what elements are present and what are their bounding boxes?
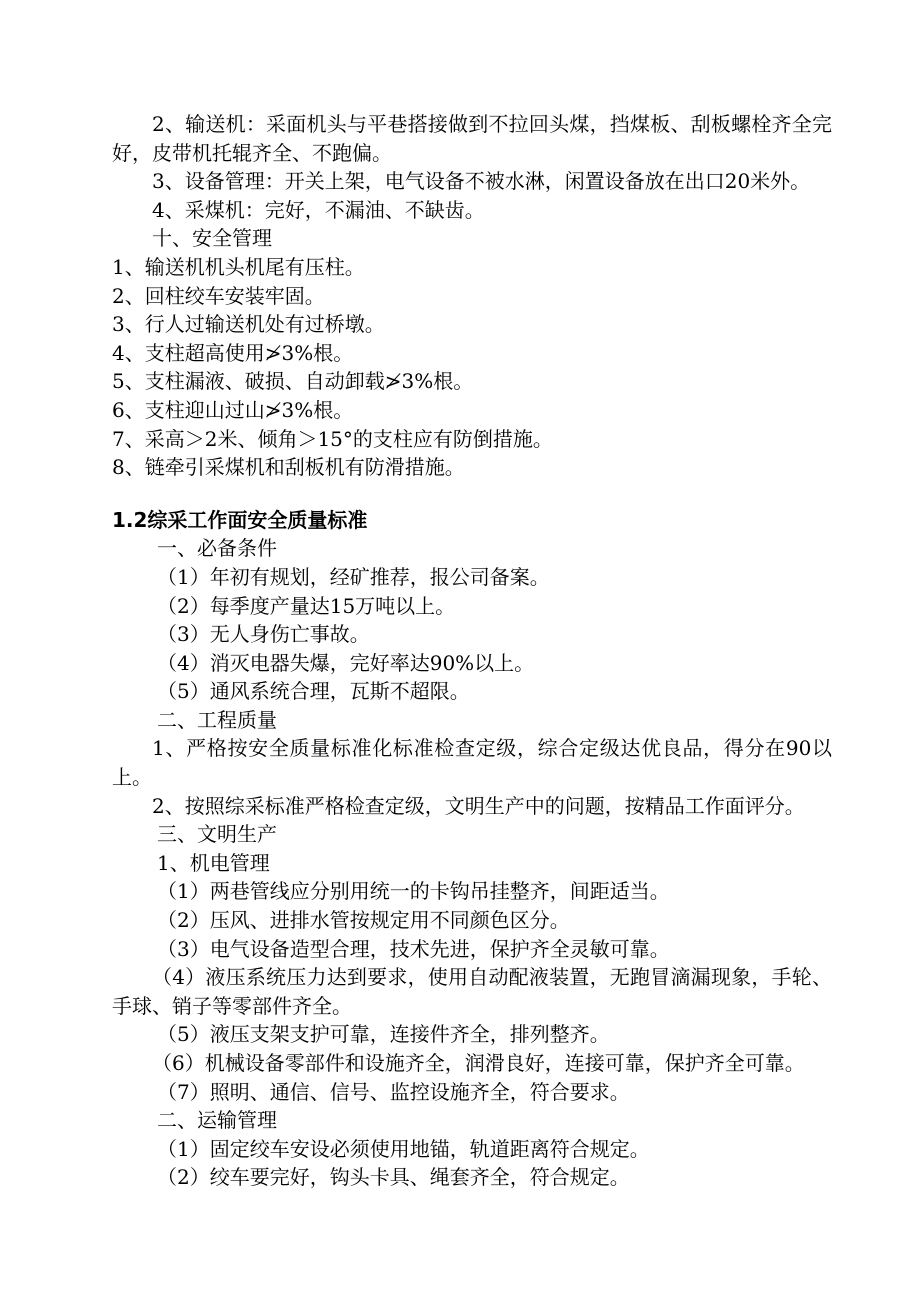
list-item: （3）无人身伤亡事故。 (157, 622, 370, 647)
paragraph-shearer: 4、采煤机：完好，不漏油、不缺齿。 (152, 197, 485, 222)
safety-item: 7、采高＞2米、倾角＞15°的支柱应有防倒措施。 (112, 426, 553, 451)
list-item: （5）液压支架支护可靠，连接件齐全，排列整齐。 (157, 1022, 610, 1047)
section-spacer (112, 482, 832, 506)
subsection-title: 二、工程质量 (157, 707, 277, 732)
list-item: （7）照明、通信、信号、监控设施齐全，符合要求。 (157, 1079, 630, 1104)
list-item: （6）机械设备零部件和设施齐全，润滑良好，连接可靠，保护齐全可靠。 (152, 1051, 805, 1075)
safety-item: 8、链牵引采煤机和刮板机有防滑措施。 (112, 455, 465, 480)
safety-item: 6、支柱迎山过山≯3%根。 (112, 397, 354, 422)
list-item: （2）压风、进排水管按规定用不同颜色区分。 (157, 908, 570, 933)
safety-item: 3、行人过输送机处有过桥墩。 (112, 312, 385, 337)
list-item: （1）两巷管线应分别用统一的卡钩吊挂整齐，间距适当。 (157, 879, 670, 904)
document-body (112, 110, 832, 1192)
paragraph: 2、按照综采标准严格检查定级，文明生产中的问题，按精品工作面评分。 (152, 793, 805, 818)
list-item: （2）绞车要完好，钩头卡具、绳套齐全，符合规定。 (157, 1165, 630, 1190)
list-item: （4）消灭电器失爆，完好率达90%以上。 (157, 650, 535, 675)
subsection-title: 一、必备条件 (157, 536, 277, 561)
group-title: 二、运输管理 (157, 1108, 277, 1133)
safety-item: 5、支柱漏液、破损、自动卸载≯3%根。 (112, 369, 474, 394)
section-title-safety-management: 十、安全管理 (152, 226, 272, 251)
paragraph-conveyor: 2、输送机：采面机头与平巷搭接做到不拉回头煤，挡煤板、刮板螺栓齐全完好，皮带机托辊齐全、不跑偏。 (112, 112, 832, 165)
paragraph-equipment-management: 3、设备管理：开关上架，电气设备不被水淋，闲置设备放在出口20米外。 (152, 169, 811, 194)
subsection-title: 三、文明生产 (157, 822, 277, 847)
list-item: （2）每季度产量达15万吨以上。 (157, 593, 456, 618)
list-item: （5）通风系统合理，瓦斯不超限。 (157, 679, 470, 704)
list-item: （4）液压系统压力达到要求，使用自动配液装置，无跑冒滴漏现象，手轮、手球、销子等零部件齐全。 (112, 965, 832, 1018)
group-title: 1、机电管理 (157, 850, 270, 875)
paragraph: 1、严格按安全质量标准化标准检查定级，综合定级达优良品，得分在90以上。 (112, 736, 832, 790)
section-heading: 1.2综采工作面安全质量标准 (112, 507, 368, 532)
safety-item: 2、回柱绞车安装牢固。 (112, 283, 325, 308)
safety-item: 4、支柱超高使用≯3%根。 (112, 340, 354, 365)
list-item: （1）年初有规划，经矿推荐，报公司备案。 (157, 564, 550, 589)
safety-item: 1、输送机机头机尾有压柱。 (112, 254, 365, 279)
list-item: （1）固定绞车安设必须使用地锚，轨道距离符合规定。 (157, 1136, 650, 1161)
list-item: （3）电气设备造型合理，技术先进，保护齐全灵敏可靠。 (157, 936, 670, 961)
